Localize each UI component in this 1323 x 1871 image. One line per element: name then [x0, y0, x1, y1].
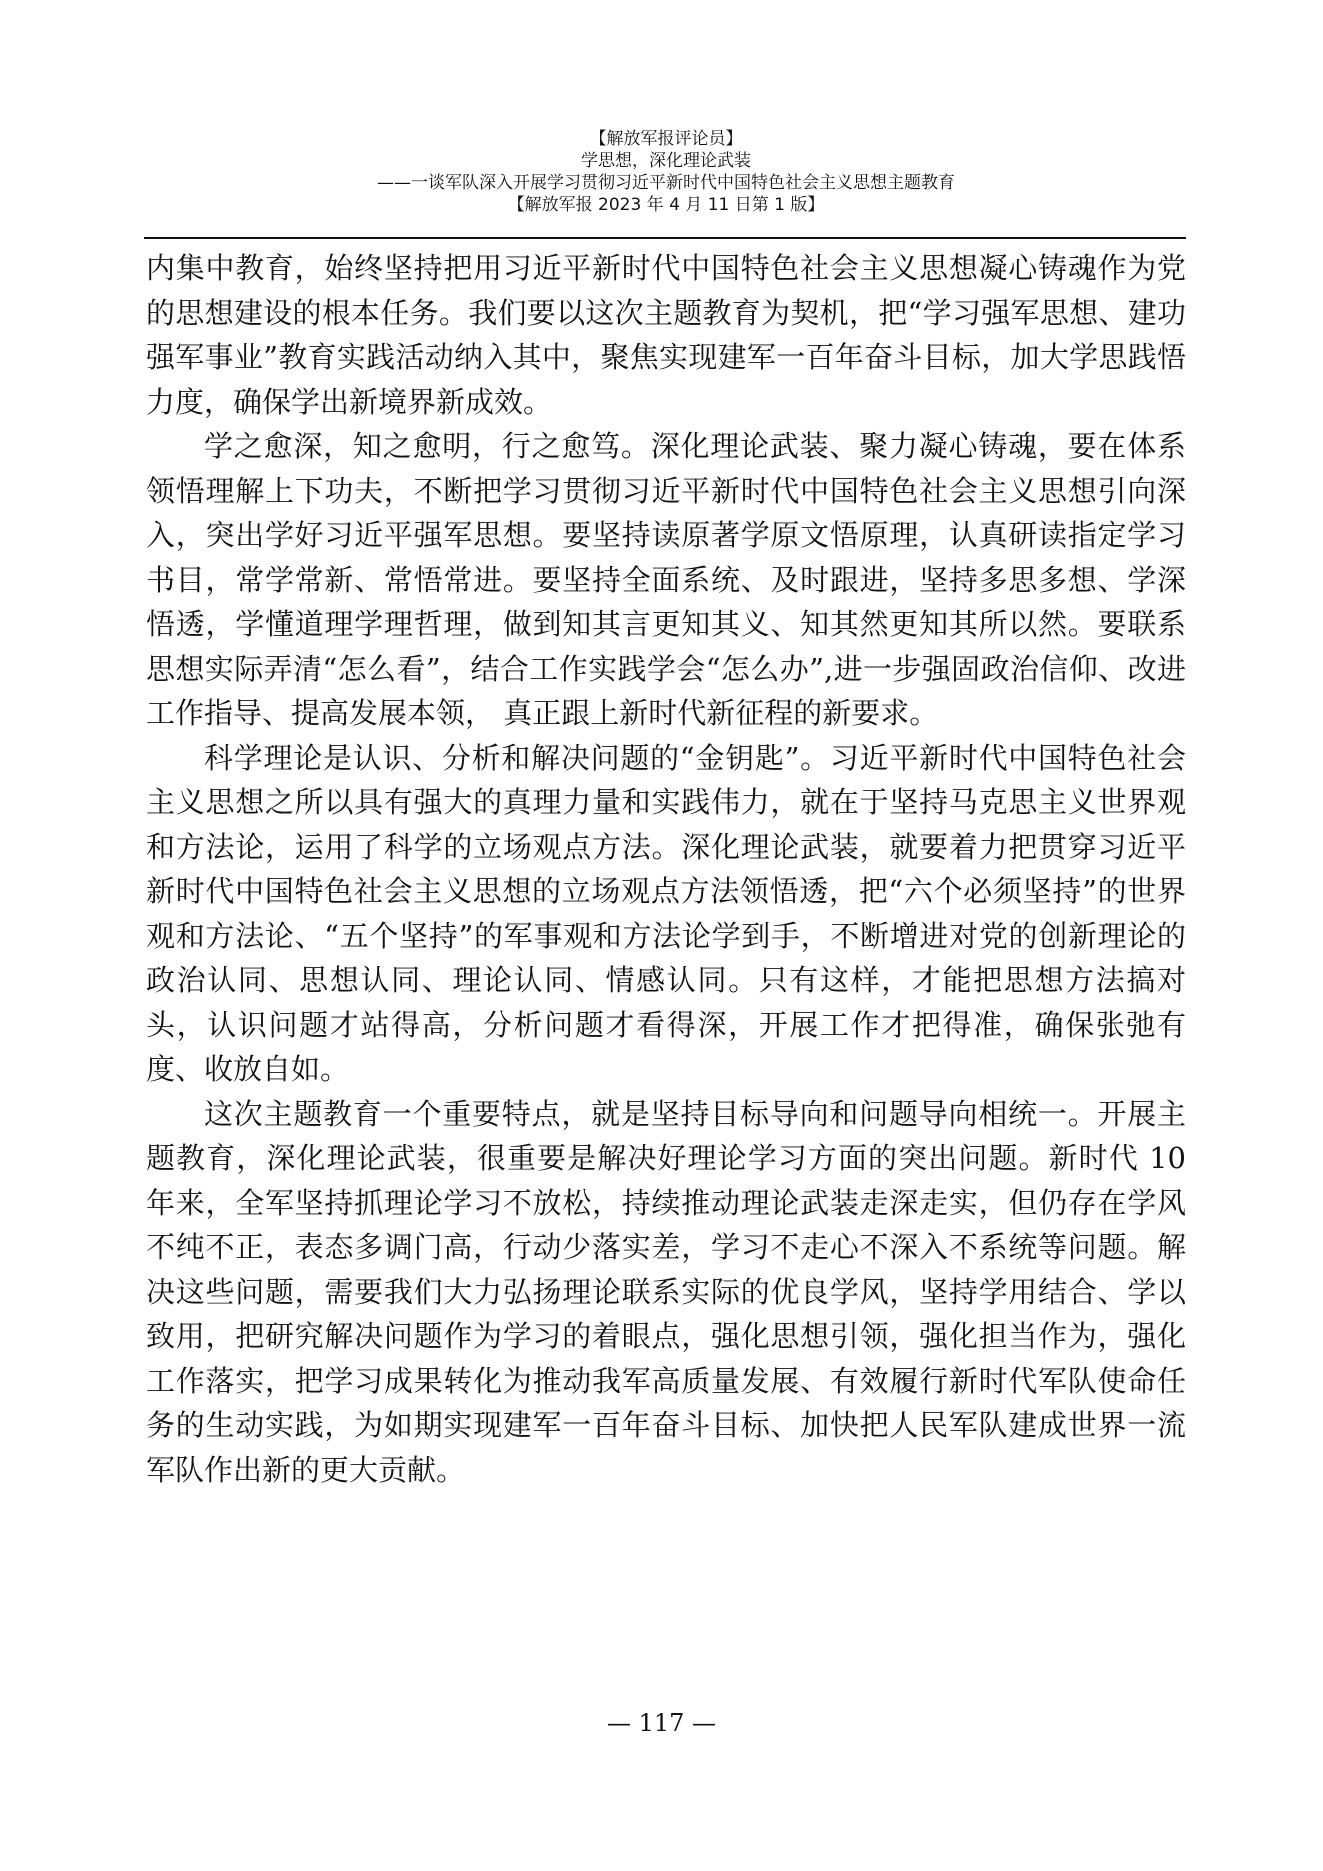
article-header [146, 128, 1186, 216]
article-body [146, 246, 1186, 1492]
publication-source: 【解放军报 2023 年 4 月 11 日第 1 版】 [507, 195, 825, 215]
page-number: — 117 — [606, 1709, 717, 1737]
article-subtitle: ——一谈军队深入开展学习贯彻习近平新时代中国特色社会主义思想主题教育 [377, 173, 955, 193]
paragraph: 科学理论是认识、分析和解决问题的“金钥匙”。习近平新时代中国特色社会主义思想之所以具有强大的真理力量和实践伟力，就在于坚持马克思主义世界观和方法论，运用了科学的立场观点方法。深化理论武装，就要着力把贯穿习近平新时代中国特色社会主义思想的立场观点方法领悟透，把“六个必须坚持”的世界观和方法论、“五个坚持”的军事观和方法论学到手，不断增进对党的创新理论的政治认同、思想认同、理论认同、情感认同。只有这样，才能把思想方法搞对头，认识问题才站得高，分析问题才看得深，开展工作才把得准，确保张弛有度、收放自如。 [146, 740, 1186, 1086]
column-name: 【解放军报评论员】 [589, 129, 743, 149]
paragraph: 学之愈深，知之愈明，行之愈笃。深化理论武装、聚力凝心铸魂，要在体系领悟理解上下功夫，不断把学习贯彻习近平新时代中国特色社会主义思想引向深入，突出学好习近平强军思想。要坚持读原著学原文悟原理，认真研读指定学习书目，常学常新、常悟常进。要坚持全面系统、及时跟进，坚持多思多想、学深悟透，学懂道理学理哲理，做到知其言更知其义、知其然更知其所以然。要联系思想实际弄清“怎么看”，结合工作实践学会“怎么办”,进一步强固政治信仰、改进工作指导、提高发展本领， 真正跟上新时代新征程的新要求。 [146, 429, 1186, 730]
paragraph: 这次主题教育一个重要特点，就是坚持目标导向和问题导向相统一。开展主题教育，深化理论武装，很重要是解决好理论学习方面的突出问题。新时代 10 年来，全军坚持抓理论学习不放松，持续推动理论武装走深走实，但仍存在学风不纯不正，表态多调门高，行动少落实差，学习不走心不深入不系统等问题。解决这些问题，需要我们大力弘扬理论联系实际的优良学风，坚持学用结合、学以致用，把研究解决问题作为学习的着眼点，强化思想引领，强化担当作为，强化工作落实，把学习成果转化为推动我军高质量发展、有效履行新时代军队使命任务的生动实践，为如期实现建军一百年奋斗目标、加快把人民军队建成世界一流军队作出新的更大贡献。 [146, 1096, 1186, 1487]
paragraph: 内集中教育，始终坚持把用习近平新时代中国特色社会主义思想凝心铸魂作为党的思想建设的根本任务。我们要以这次主题教育为契机，把“学习强军思想、建功强军事业”教育实践活动纳入其中，聚焦实现建军一百年奋斗目标，加大学思践悟力度，确保学出新境界新成效。 [146, 251, 1186, 419]
header-divider [144, 237, 1186, 239]
article-title: 学思想，深化理论武装 [581, 151, 751, 171]
